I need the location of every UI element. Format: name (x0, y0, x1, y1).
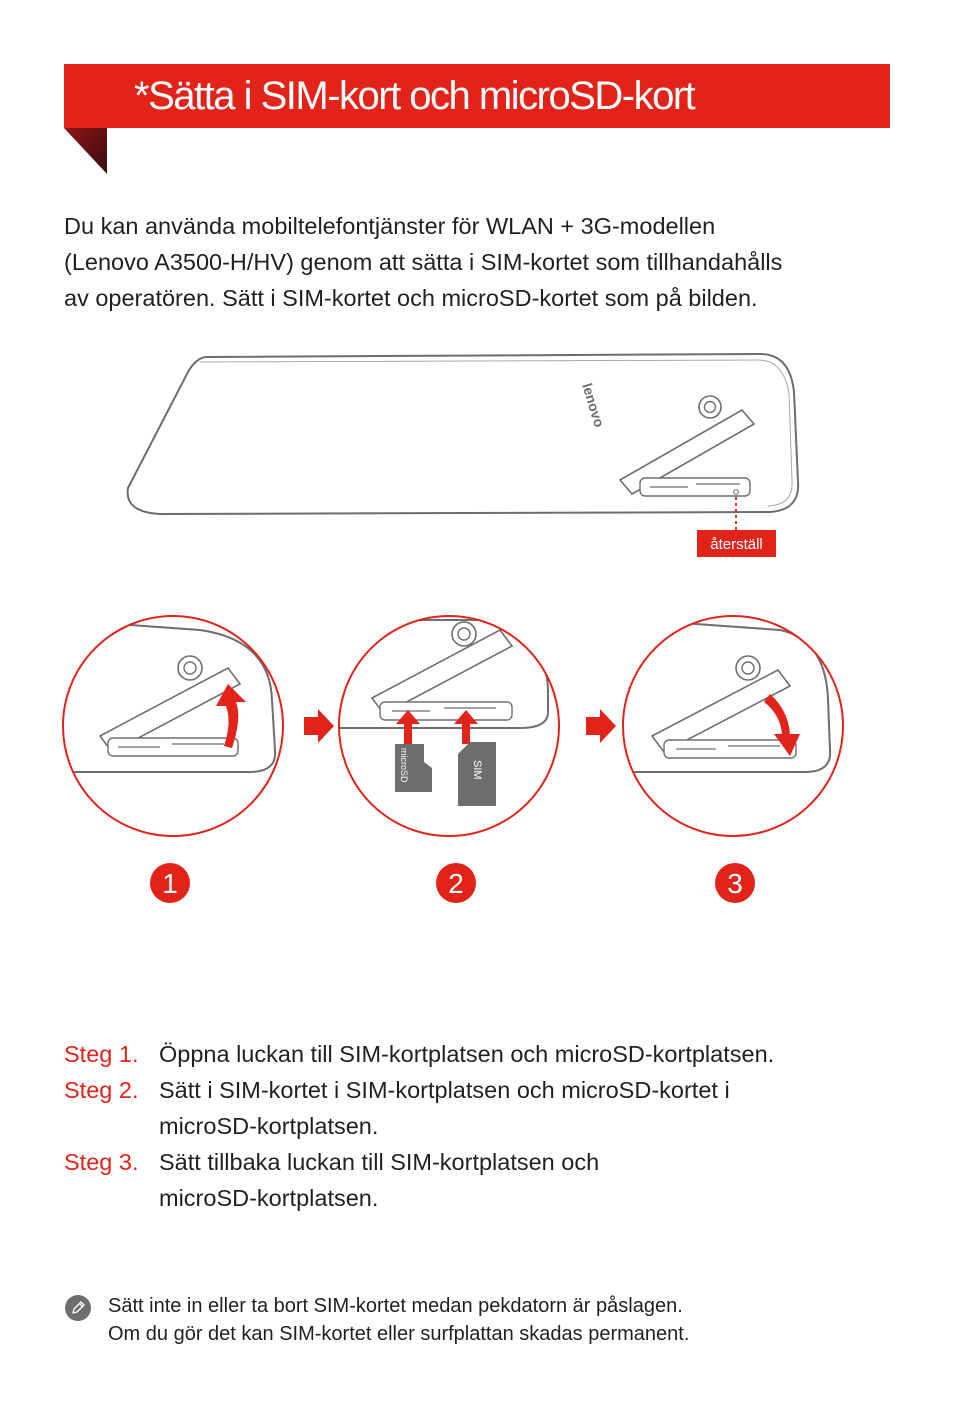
intro-line: Du kan använda mobiltelefontjänster för WLAN + 3G-modellen (64, 213, 716, 239)
step-number: 1 (162, 868, 178, 899)
step-number: 2 (448, 868, 464, 899)
step-text: Öppna luckan till SIM-kortplatsen och microSD-kortplatsen. (159, 1041, 775, 1067)
intro-paragraph (64, 208, 894, 316)
step-text: Sätt tillbaka luckan till SIM-kortplatsen och microSD-kortplatsen. (159, 1149, 600, 1211)
reset-label: återställ (710, 536, 763, 553)
next-arrow-icon (304, 709, 334, 743)
installation-illustration (0, 330, 954, 920)
step2-closeup (340, 620, 548, 728)
step-label: Steg 1. (64, 1041, 139, 1067)
intro-line: av operatören. Sätt i SIM-kortet och microSD-kortet som på bilden. (64, 285, 758, 311)
step3-circle (623, 616, 843, 836)
step-label: Steg 2. (64, 1077, 139, 1103)
step-item (64, 1036, 904, 1072)
pencil-icon (64, 1294, 92, 1322)
note-text (108, 1292, 888, 1348)
banner-fold (64, 128, 108, 176)
lenovo-logo: lenovo (579, 381, 608, 430)
step-text: Sätt i SIM-kortet i SIM-kortplatsen och microSD-kortet i microSD-kortplatsen. (159, 1077, 730, 1139)
title-banner (64, 64, 890, 128)
note-line: Om du gör det kan SIM-kortet eller surfplattan skadas permanent. (108, 1323, 690, 1345)
sim-card-label: SIM (471, 760, 483, 780)
step2-circle (339, 616, 559, 836)
step-label: Steg 3. (64, 1149, 139, 1175)
step3-closeup (620, 620, 830, 772)
tablet-overview (128, 354, 799, 514)
step-list (64, 1036, 904, 1216)
step-item (64, 1144, 904, 1216)
step-item (64, 1072, 904, 1144)
page-title: *Sätta i SIM-kort och microSD-kort (134, 74, 695, 118)
step-number: 3 (727, 868, 743, 899)
note-line: Sätt inte in eller ta bort SIM-kortet medan pekdatorn är påslagen. (108, 1295, 683, 1317)
intro-line: (Lenovo A3500-H/HV) genom att sätta i SIM-kortet som tillhandahålls (64, 249, 783, 275)
microsd-card-label: microSD (399, 748, 409, 783)
next-arrow-icon (586, 709, 616, 743)
